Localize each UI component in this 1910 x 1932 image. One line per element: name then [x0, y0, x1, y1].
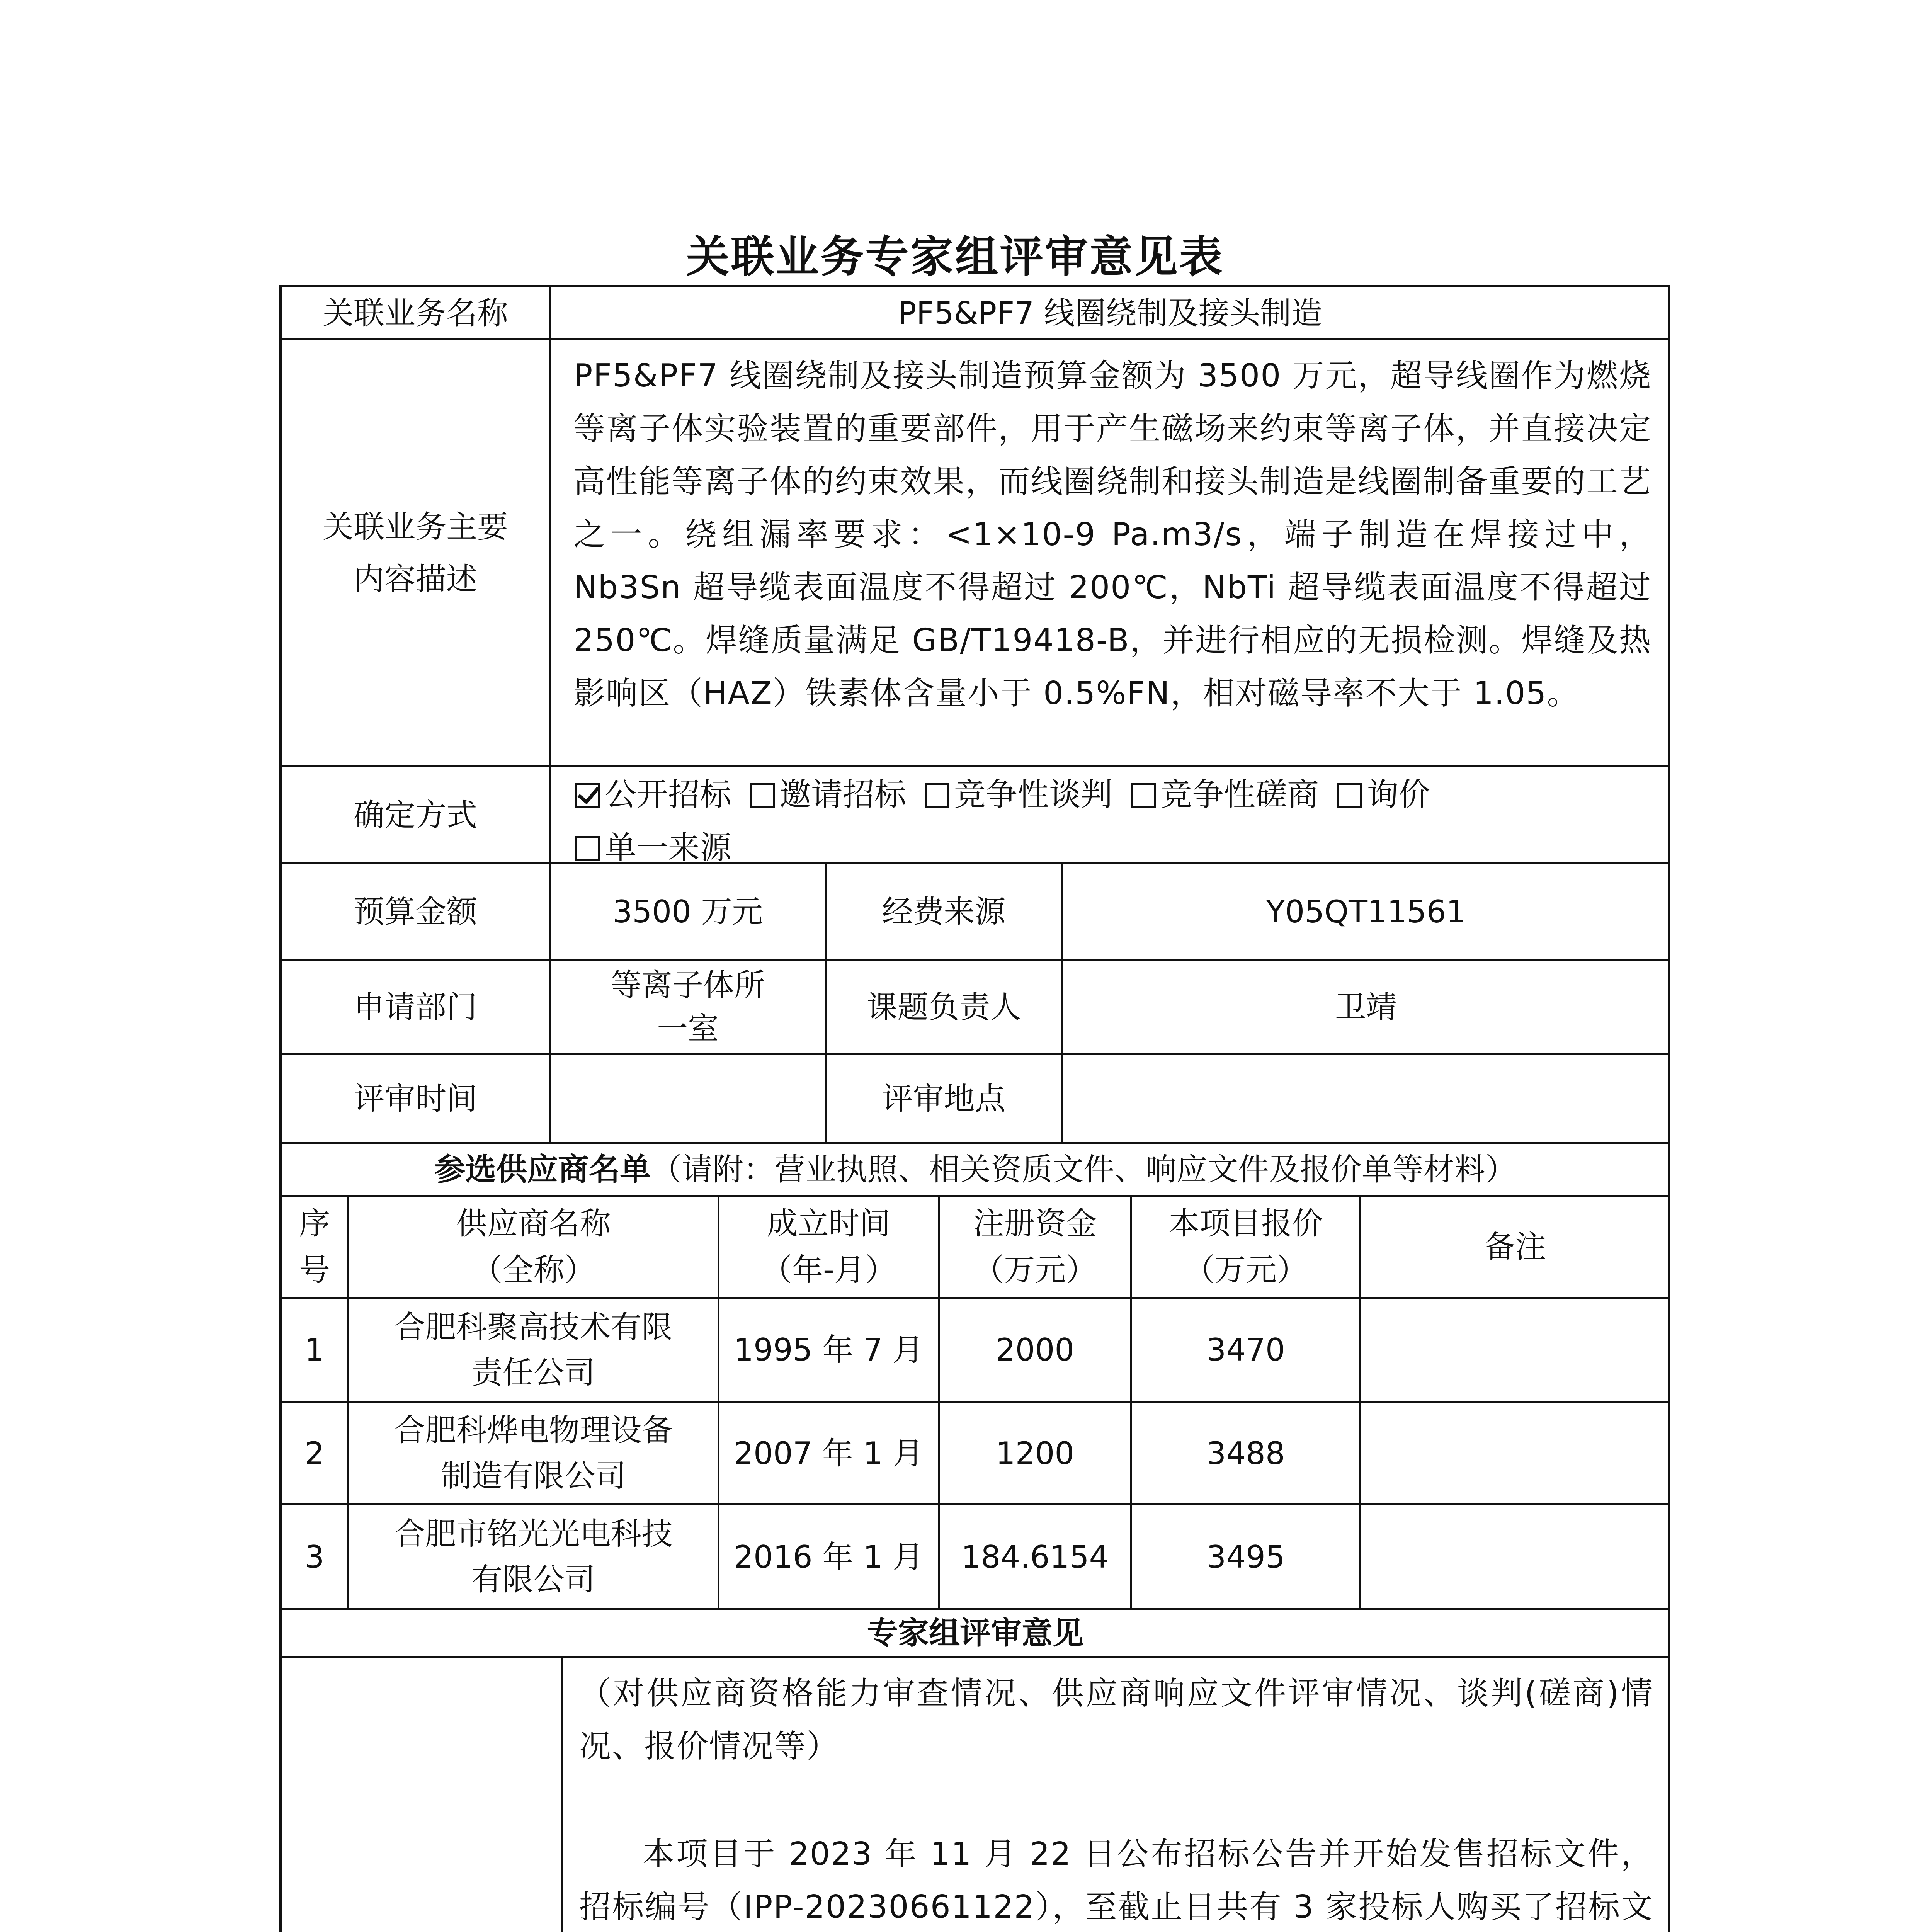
col-header-name-line1: 供应商名称 — [456, 1205, 611, 1242]
col-header-quote-line2: （万元） — [1184, 1252, 1308, 1288]
business-name-label: 关联业务名称 — [323, 295, 508, 331]
description-label-line2: 内容描述 — [354, 561, 477, 597]
col-header-no-line1: 序 — [299, 1205, 330, 1242]
project-leader-value: 卫靖 — [1335, 989, 1397, 1025]
supplier-2-quote: 3488 — [1206, 1435, 1285, 1471]
review-place-label: 评审地点 — [882, 1080, 1006, 1117]
option-inquiry[interactable] — [1337, 768, 1430, 821]
option-label: 竞争性磋商 — [1160, 776, 1319, 813]
col-header-capital-line1: 注册资金 — [973, 1205, 1097, 1242]
supplier-1-founded: 1995 年 7 月 — [734, 1332, 924, 1368]
description-text: PF5&PF7 线圈绕制及接头制造预算金额为 3500 万元，超导线圈作为燃烧等离子体实验装置的重要部件，用于产生磁场来约束等离子体，并直接决定高性能等离子体的约束效果，而线圈绕制和接头制造是线圈制备重要的工艺之一。绕组漏率要求：<1×10-9 Pa.m3/s，端子制造在焊接过中，Nb3Sn 超导缆表面温度不得超过 200℃，NbTi 超导缆表面温度不得超过 250℃。焊缝质量满足 GB/T19418-B，并进行相应的无损检测。焊缝及热影响区（HAZ）铁素体含量小于 0.5%FN，相对磁导率不大于 1.05。 — [573, 357, 1651, 712]
checkbox-icon[interactable] — [925, 783, 949, 808]
checkbox-icon[interactable] — [750, 783, 775, 808]
option-label: 邀请招标 — [779, 776, 907, 813]
supplier-list-heading — [282, 1144, 1669, 1195]
description-label — [282, 340, 549, 765]
fund-source-value: Y05QT11561 — [1266, 894, 1466, 930]
checkbox-icon[interactable] — [1337, 783, 1362, 808]
col-header-quote — [1132, 1197, 1359, 1297]
department-value — [551, 961, 825, 1053]
review-time-value — [551, 1055, 825, 1142]
col-divider — [561, 1656, 563, 1932]
col-header-remark: 备注 — [1484, 1229, 1546, 1265]
supplier-2-name — [349, 1403, 718, 1503]
supplier-heading-note: （请附：营业执照、相关资质文件、响应文件及报价单等材料） — [651, 1151, 1516, 1187]
review-form-table — [279, 285, 1670, 1932]
option-invited-tender[interactable] — [750, 768, 906, 821]
supplier-heading-bold: 参选供应商名单 — [434, 1151, 651, 1187]
supplier-3-name-line2: 有限公司 — [471, 1561, 595, 1597]
fund-source-label: 经费来源 — [882, 894, 1006, 930]
col-header-no — [282, 1197, 347, 1297]
department-value-line1: 等离子体所 — [611, 967, 765, 1003]
supplier-1-remark — [1361, 1299, 1669, 1401]
project-leader-label: 课题负责人 — [866, 989, 1021, 1025]
col-header-name-line2: （全称） — [471, 1252, 595, 1288]
supplier-2-capital: 1200 — [995, 1435, 1075, 1471]
option-label: 公开招标 — [605, 776, 732, 813]
opinion-label — [282, 1658, 561, 1932]
department-value-line2: 一室 — [657, 1010, 719, 1046]
business-name-value: PF5&PF7 线圈绕制及接头制造 — [898, 295, 1322, 331]
description-label-line1: 关联业务主要 — [323, 509, 508, 545]
supplier-1-no: 1 — [304, 1332, 325, 1368]
budget-label: 预算金额 — [354, 894, 477, 930]
supplier-2-founded: 2007 年 1 月 — [734, 1435, 924, 1471]
supplier-1-name-line2: 责任公司 — [471, 1354, 595, 1391]
option-open-tender[interactable] — [575, 768, 731, 821]
method-options — [575, 768, 1657, 875]
checkbox-icon[interactable] — [1131, 783, 1156, 808]
supplier-2-name-line2: 制造有限公司 — [441, 1458, 626, 1494]
supplier-3-no: 3 — [304, 1539, 325, 1575]
budget-value: 3500 万元 — [612, 894, 763, 930]
col-header-name — [349, 1197, 718, 1297]
supplier-1-name — [349, 1299, 718, 1401]
supplier-2-name-line1: 合肥科烨电物理设备 — [394, 1412, 673, 1448]
supplier-1-quote: 3470 — [1206, 1332, 1285, 1368]
col-header-quote-line1: 本项目报价 — [1168, 1205, 1323, 1242]
option-label: 单一来源 — [605, 830, 732, 866]
option-label: 询价 — [1367, 776, 1430, 813]
supplier-3-name-line1: 合肥市铭光光电科技 — [394, 1516, 673, 1552]
option-label: 竞争性谈判 — [954, 776, 1113, 813]
supplier-1-name-line1: 合肥科聚高技术有限 — [394, 1309, 673, 1345]
col-header-no-line2: 号 — [299, 1252, 330, 1288]
supplier-3-remark — [1361, 1505, 1669, 1608]
checkbox-icon[interactable] — [575, 836, 600, 861]
review-place-value — [1063, 1055, 1669, 1142]
method-label: 确定方式 — [354, 797, 477, 833]
col-header-capital-line2: （万元） — [973, 1252, 1097, 1288]
supplier-3-founded: 2016 年 1 月 — [734, 1539, 924, 1575]
supplier-3-quote: 3495 — [1206, 1539, 1285, 1575]
col-header-capital — [940, 1197, 1130, 1297]
col-header-founded-line1: 成立时间 — [767, 1205, 891, 1242]
option-competitive-consultation[interactable] — [1131, 768, 1319, 821]
supplier-2-remark — [1361, 1403, 1669, 1503]
expert-opinion-heading: 专家组评审意见 — [867, 1615, 1083, 1651]
checkbox-checked-icon[interactable] — [575, 783, 600, 808]
col-header-founded-line2: （年-月） — [761, 1252, 896, 1288]
supplier-3-capital: 184.6154 — [961, 1539, 1109, 1575]
option-competitive-negotiation[interactable] — [925, 768, 1112, 821]
col-header-founded — [719, 1197, 938, 1297]
opinion-note: （对供应商资格能力审查情况、供应商响应文件评审情况、谈判(磋商)情况、报价情况等） — [579, 1675, 1653, 1765]
opinion-paragraph-1: 本项目于 2023 年 11 月 22 日公布招标公告并开始发售招标文件，招标编号（IPP-20230661122），至截止日共有 3 家投标人购买了招标文 — [579, 1836, 1653, 1925]
supplier-1-capital: 2000 — [995, 1332, 1075, 1368]
supplier-2-no: 2 — [304, 1435, 325, 1471]
department-label: 申请部门 — [354, 989, 477, 1025]
supplier-3-name — [349, 1505, 718, 1608]
review-time-label: 评审时间 — [354, 1080, 477, 1117]
page-title: 关联业务专家组评审意见表 — [686, 232, 1224, 282]
